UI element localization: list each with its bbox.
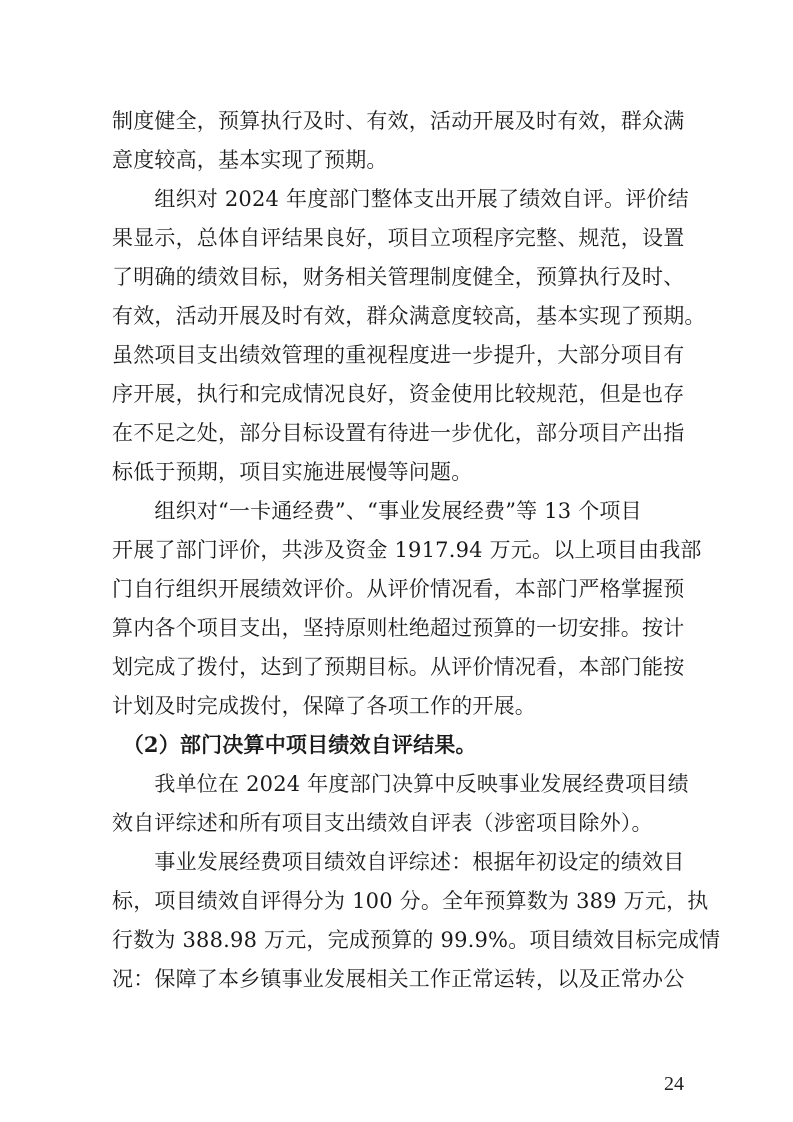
body-line: 我单位在 2024 年度部门决算中反映事业发展经费项目绩 [112, 772, 689, 796]
page-number: 24 [664, 1073, 684, 1095]
body-line: 门自行组织开展绩效评价。从评价情况看，本部门严格掌握预 [112, 577, 685, 601]
body-line: 虽然项目支出绩效管理的重视程度进一步提升，大部分项目有 [112, 343, 685, 367]
body-line: 果显示，总体自评结果良好，项目立项程序完整、规范，设置 [112, 226, 685, 250]
body-line: 意度较高，基本实现了预期。 [112, 148, 388, 172]
section-heading: （2）部门决算中项目绩效自评结果。 [112, 732, 477, 757]
body-line: 况：保障了本乡镇事业发展相关工作正常运转，以及正常办公 [112, 967, 685, 991]
body-line: 了明确的绩效目标，财务相关管理制度健全，预算执行及时、 [112, 265, 685, 289]
body-line: 组织对“一卡通经费”、“事业发展经费”等 13 个项目 [112, 499, 642, 523]
body-line: 有效，活动开展及时有效，群众满意度较高，基本实现了预期。 [112, 304, 706, 328]
body-line: 计划及时完成拨付，保障了各项工作的开展。 [112, 694, 536, 718]
body-line: 组织对 2024 年度部门整体支出开展了绩效自评。评价结 [112, 187, 689, 211]
body-line: 制度健全，预算执行及时、有效，活动开展及时有效，群众满 [112, 109, 685, 133]
body-line: 在不足之处，部分目标设置有待进一步优化，部分项目产出指 [112, 421, 685, 445]
body-line: 标低于预期，项目实施进展慢等问题。 [112, 460, 473, 484]
body-line: 划完成了拨付，达到了预期目标。从评价情况看，本部门能按 [112, 655, 685, 679]
body-line: 行数为 388.98 万元，完成预算的 99.9%。项目绩效目标完成情 [112, 928, 721, 952]
body-line: 事业发展经费项目绩效自评综述：根据年初设定的绩效目 [112, 850, 685, 874]
body-line: 开展了部门评价，共涉及资金 1917.94 万元。以上项目由我部 [112, 538, 702, 562]
body-line: 序开展，执行和完成情况良好，资金使用比较规范，但是也存 [112, 382, 685, 406]
body-line: 算内各个项目支出，坚持原则杜绝超过预算的一切安排。按计 [112, 616, 685, 640]
body-line: 标，项目绩效自评得分为 100 分。全年预算数为 389 万元，执 [112, 889, 709, 913]
body-line: 效自评综述和所有项目支出绩效自评表（涉密项目除外）。 [112, 811, 653, 835]
